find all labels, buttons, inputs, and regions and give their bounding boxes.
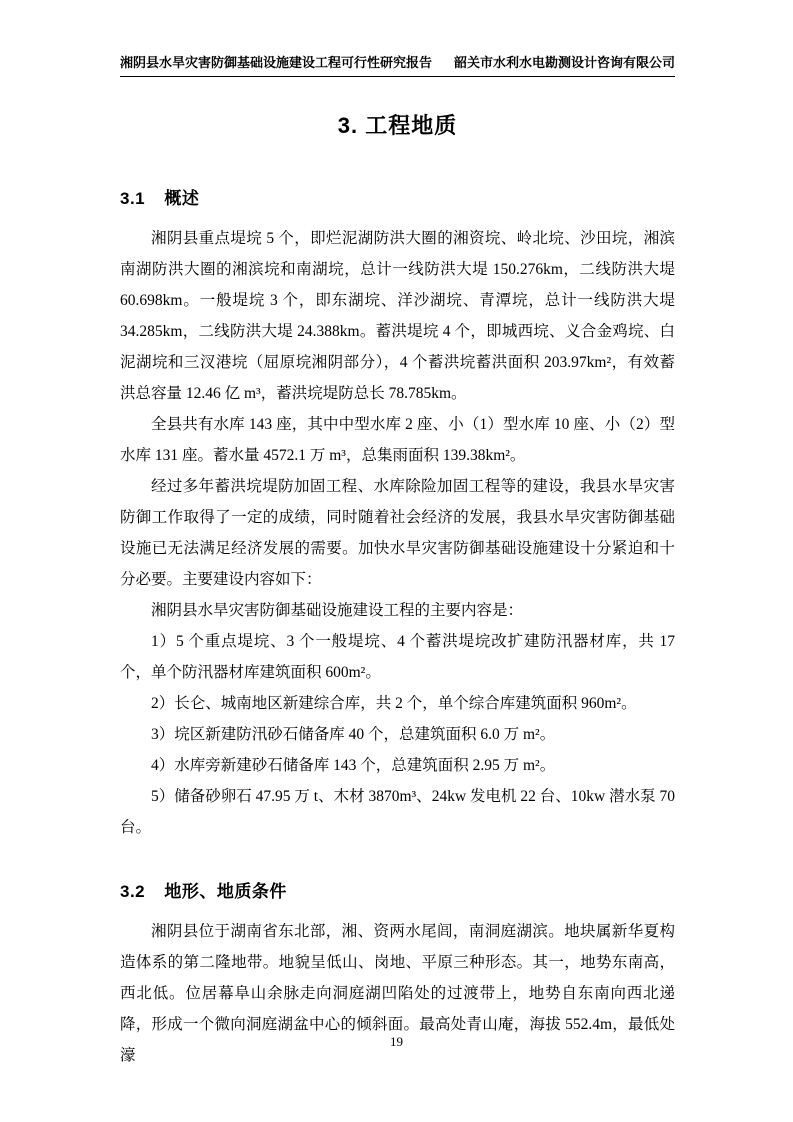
section-number: 3.2 [120,882,146,901]
section-number: 3.1 [120,189,146,208]
paragraph: 全县共有水库 143 座，其中中型水库 2 座、小（1）型水库 10 座、小（2）型水库 131 座。蓄水量 4572.1 万 m³，总集雨面积 139.38km²。 [120,416,675,464]
page-header [120,52,675,77]
list-item-paragraph: 4）水库旁新建砂石储备库 143 个，总建筑面积 2.95 万 m²。 [151,757,556,774]
section-body [120,223,675,843]
section-heading-3-1 [120,184,675,209]
list-item-paragraph: 5）储备砂卵石 47.95 万 t、木材 3870m³、24kw 发电机 22 台、10kw 潜水泵 70 台。 [120,788,675,836]
paragraph: 湘阴县位于湖南省东北部，湘、资两水尾闾，南洞庭湖滨。地块属新华夏构造体系的第二隆地带。地貌呈低山、岗地、平原三种形态。其一，地势东南高，西北低。位居幕阜山余脉走向洞庭湖凹陷处的过渡带上，地势自东南向西北递降，形成一个微向洞庭湖盆中心的倾斜面。最高处青山庵，海拔 552.4m，最低处濠 [120,923,675,1064]
section-overview [120,184,675,843]
paragraph: 湘阴县重点堤垸 5 个，即烂泥湖防洪大圈的湘资垸、岭北垸、沙田垸，湘滨南湖防洪大圈的湘滨垸和南湖垸，总计一线防洪大堤 150.276km，二线防洪大堤 60.698km。一般堤垸 3 个，即东湖垸、洋沙湖垸、青潭垸，总计一线防洪大堤 34.285km，二线防洪大堤 24.388km。蓄洪堤垸 4 个，即城西垸、义合金鸡垸、白泥湖垸和三汊港垸（屈原垸湘阴部分），4 个蓄洪垸蓄洪面积 203.97km²，有效蓄洪总容量 12.46 亿 m³，蓄洪垸堤防总长 78.785km。 [120,230,675,402]
section-name: 地形、地质条件 [164,882,287,901]
section-name: 概述 [164,189,200,208]
list-item-paragraph: 3）垸区新建防汛砂石储备库 40 个，总建筑面积 6.0 万 m²。 [151,726,556,743]
page-number: 19 [390,1034,403,1049]
paragraph: 经过多年蓄洪垸堤防加固工程、水库除险加固工程等的建设，我县水旱灾害防御工作取得了一定的成绩，同时随着社会经济的发展，我县水旱灾害防御基础设施已无法满足经济发展的需要。加快水旱灾害防御基础设施建设十分紧迫和十分必要。主要建设内容如下： [120,478,675,588]
list-item-paragraph: 1）5 个重点堤垸、3 个一般堤垸、4 个蓄洪堤垸改扩建防汛器材库，共 17 个，单个防汛器材库建筑面积 600m²。 [120,633,675,681]
header-report-title: 湘阴县水旱灾害防御基础设施建设工程可行性研究报告 [120,55,433,70]
page-footer [0,1034,793,1050]
header-company-name: 韶关市水利水电勘测设计咨询有限公司 [453,55,675,70]
chapter-title: 3. 工程地质 [337,113,458,138]
list-item-paragraph: 2）长仑、城南地区新建综合库，共 2 个，单个综合库建筑面积 960m²。 [151,695,637,712]
section-heading-3-2 [120,877,675,902]
paragraph: 湘阴县水旱灾害防御基础设施建设工程的主要内容是： [151,602,524,619]
